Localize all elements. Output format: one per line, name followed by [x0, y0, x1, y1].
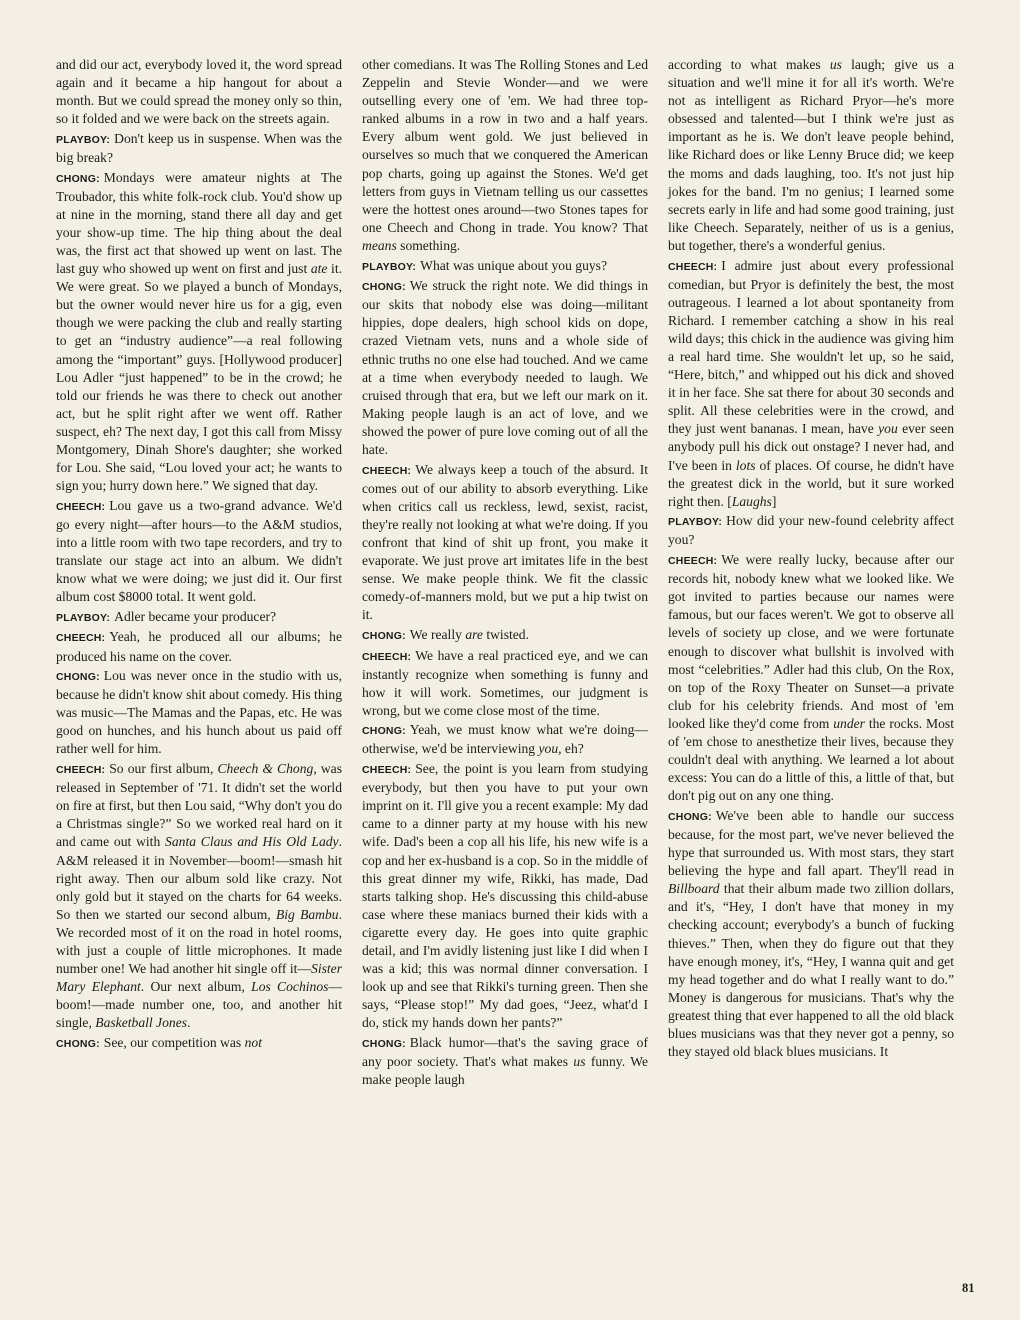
- paragraph: [362, 647, 648, 720]
- paragraph: [56, 130, 342, 167]
- speaker-label: CHEECH:: [362, 464, 412, 477]
- paragraph-text: Yeah, we must know what we're doing—otherwise, we'd be interviewing you, eh?: [362, 722, 648, 757]
- paragraph-text: Lou gave us a two-grand advance. We'd go every night—after hours—to the A&M studios, into a little room with two tape recorders, and try to translate our stage act into an album. We didn't know what we were doing; we just did it. Our first album cost $8000 total. It went gold.: [56, 497, 342, 605]
- paragraph-text: What was unique about you guys?: [420, 257, 607, 273]
- speaker-label: PLAYBOY:: [56, 133, 111, 146]
- paragraph: [668, 56, 954, 255]
- speaker-label: CHEECH:: [362, 650, 412, 663]
- paragraph-text: We really are twisted.: [409, 626, 530, 642]
- paragraph-text: We struck the right note. We did things in our skits that nobody else was doing—militant hippies, dope dealers, high school kids on dope, crazed Vietnam vets, nuns and a whole side of ethnic truths no one else had touched. And we came at a time when everybody needed to laugh. We cruised through that era, but we left our mark on it. Making people laugh is an act of love, and we showed the power of pure love coming out of all the hate.: [362, 278, 648, 457]
- paragraph: [362, 277, 648, 459]
- paragraph: [362, 257, 648, 276]
- paragraph: [362, 721, 648, 758]
- paragraph: [668, 512, 954, 549]
- paragraph-text: Mondays were amateur nights at The Troubador, this white folk-rock club. You'd show up at nine in the morning, stand there all day and get your show-up time. The hip thing about the deal was, the first act that showed up went on last. The last guy who showed up went on first and just ate it. We were great. So we played a bunch of Mondays, but the owner would never hire us for a gig, even though we were packing the club and really starting to get an “industry audience”—a real following among the “important” guys. [Hollywood producer] Lou Adler “just happened” to be in the crowd; he told our friends he was there to check out another act, but he split right after we went off. Rather suspect, eh? The next day, I got this call from Missy Montgomery, Dinah Shore's daughter; she worked for Lou. She said, “Lou loved your act; he wants to sign you; hurry down here.” We signed that day.: [56, 169, 342, 494]
- text-column-1: [56, 56, 342, 1296]
- speaker-label: PLAYBOY:: [668, 516, 723, 529]
- paragraph-text: Adler became your producer?: [114, 608, 277, 624]
- paragraph: [56, 169, 342, 496]
- speaker-label: CHONG:: [362, 629, 406, 642]
- paragraph-text: Don't keep us in suspense. When was the big break?: [56, 130, 342, 165]
- paragraph-text: and did our act, everybody loved it, the word spread again and it became a hip hangout for about a month. But we could spread the money only so thin, so it folded and we were back on the streets again.: [56, 57, 342, 127]
- paragraph-text: We've been able to handle our success because, for the most part, we've never believed the hype that surrounded us. With most stars, they start believing the hype and fall apart. They'll read in Billboard that their album made two zillion dollars, and it's, “Hey, I don't have that money in my checking account; everybody's a bunch of fucking thieves.” Then, when they do figure out that they have enough money, it's, “Hey, I wanna quit and get my head together and do what I really want to do.” Money is dangerous for musicians. That's why the greatest thing that ever happened to all the old black blues musicians was that they never got a penny, so they stayed old black blues musicians. It: [668, 807, 954, 1060]
- paragraph-text: See, the point is you learn from studying everybody, but then you have to put your own imprint on it. I'll give you a recent example: My dad came to a dinner party at my house with his new wife. Dad's been a cop all his life, his new wife is a cop and her ex-husband is a cop. So in the middle of this great dinner my wife, Rikki, has made, Dad starts talking shop. He's discussing this child-abuse case where these maniacs burned their kids with a cigarette every day. He goes into quite graphic detail, and I'm avidly listening just like I did when I was a kid; this was normal dinner conversation. I look up and see that Rikki's turning green. Then she says, “Please stop!” My dad goes, “Jeez, what'd I do, stick my hands down her pants?”: [362, 761, 648, 1031]
- paragraph-text: other comedians. It was The Rolling Stones and Led Zeppelin and Stevie Wonder—and we were outselling every one of 'em. We had three top-ranked albums in a row in two and a half years. Every album went gold. We just believed in ourselves so much that we conquered the American pop charts, going up against the Stones. We'd get letters from guys in Vietnam telling us our cassettes were the hottest ones around—two Stones tapes for one Cheech and Chong in trade. You know? That means something.: [362, 57, 648, 253]
- article-body: [56, 56, 956, 1296]
- paragraph: [362, 760, 648, 1032]
- speaker-label: PLAYBOY:: [362, 260, 417, 273]
- paragraph: [56, 667, 342, 758]
- speaker-label: CHONG:: [56, 671, 100, 684]
- paragraph-text: We were really lucky, because after our records hit, nobody knew what we looked like. We got invited to parties because our names were famous, but our faces weren't. We got to observe all levels of society up close, and we were fortunate enough to discover what bullshit is involved with most “celebrities.” Adler had this club, On the Rox, on top of the Roxy Theater on Sunset—a private club for his celebrity friends. And most of 'em looked like they'd come from under the rocks. Most of 'em chose to anesthetize their lives, because they couldn't deal with anything. We learned a lot about excess: You can do a little of this, a little of that, but don't pig out on any one thing.: [668, 552, 954, 804]
- speaker-label: CHONG:: [56, 172, 100, 185]
- paragraph-text: Lou was never once in the studio with us, because he didn't know shit about comedy. His thing was music—The Mamas and the Papas, etc. He was good on hunches, and his hunch about us paid off rather well for him.: [56, 668, 342, 757]
- paragraph: [668, 257, 954, 511]
- paragraph-text: See, our competition was not: [103, 1034, 262, 1050]
- paragraph-text: Black humor—that's the saving grace of any poor society. That's what makes us funny. We make people laugh: [362, 1034, 648, 1088]
- paragraph: [362, 461, 648, 625]
- paragraph: [362, 56, 648, 255]
- speaker-label: CHEECH:: [668, 555, 718, 568]
- paragraph: [362, 1034, 648, 1089]
- speaker-label: CHONG:: [668, 810, 712, 823]
- paragraph: [362, 626, 648, 645]
- paragraph: [668, 807, 954, 1061]
- paragraph: [56, 56, 342, 128]
- speaker-label: CHONG:: [362, 1037, 406, 1050]
- paragraph: [668, 551, 954, 805]
- paragraph-text: We always keep a touch of the absurd. It comes out of our ability to absorb everything. Like when critics call us reckless, lewd, sexist, racist, they're really not looking at what we're doing. If you confront that kind of shit up front, you make it evaporate. We just prove art imitates life in the best sense. We make people think. We fit the classic comedy-of-manners mold, but we put a hip twist on it.: [362, 461, 648, 623]
- paragraph: [56, 608, 342, 627]
- paragraph-text: How did your new-found celebrity affect you?: [668, 513, 954, 548]
- paragraph: [56, 628, 342, 665]
- speaker-label: CHEECH:: [362, 764, 412, 777]
- paragraph-text: I admire just about every professional comedian, but Pryor is definitely the best, the most outrageous. I learned a lot about spontaneity from Richard. I remember catching a show in his real wild days; this chick in the audience was giving him a real hard time. She wouldn't let up, so he said, “Here, bitch,” and whipped out his dick and shoved it in her face. She sat there for about 30 seconds and split. All these celebrities were in the crowd, and they just went bananas. I mean, have you ever seen anybody pull his dick out onstage? I never had, and I've been in lots of places. Of course, he didn't have the greatest dick in the world, but it sure worked right then. [Laughs]: [668, 257, 954, 509]
- paragraph-text: Yeah, he produced all our albums; he produced his name on the cover.: [56, 629, 342, 664]
- paragraph: [56, 760, 342, 1032]
- paragraph-text: So our first album, Cheech & Chong, was released in September of '71. It didn't set the world on fire at first, but then Lou said, “Why don't you do a Christmas single?” So we worked real hard on it and came out with Santa Claus and His Old Lady. A&M released it in November—boom!—smash hit right away. Then our album sold like crazy. Not only gold but it stayed on the charts for 64 weeks. So then we started our second album, Big Bambu. We recorded most of it on the road in hotel rooms, with just a couple of little microphones. It made number one! We had another hit single off it—Sister Mary Elephant. Our next album, Los Cochinos—boom!—made number one, too, and another hit single, Basketball Jones.: [56, 761, 342, 1031]
- speaker-label: CHONG:: [362, 725, 406, 738]
- paragraph-text: according to what makes us laugh; give us a situation and we'll mine it for all it's worth. We're not as intelligent as Richard Pryor—he's more obsessed and talented—but I think we're just as important as he is. We don't leave people behind, like Richard does or like Lenny Bruce did; we keep the moms and dads laughing, too. It's not just hip jokes for the band. I'm no genius; I learned some secrets early in life and had some good training, just like Cheech. Separately, neither of us is a genius, but together, there's a wonderful genius.: [668, 57, 954, 253]
- speaker-label: PLAYBOY:: [56, 611, 111, 624]
- paragraph: [56, 497, 342, 607]
- text-column-2: [362, 56, 648, 1296]
- text-column-3: [668, 56, 954, 1296]
- speaker-label: CHEECH:: [56, 500, 106, 513]
- speaker-label: CHEECH:: [668, 260, 718, 273]
- page-number: 81: [962, 1281, 975, 1295]
- speaker-label: CHEECH:: [56, 632, 106, 645]
- paragraph-text: We have a real practiced eye, and we can instantly recognize when something is funny and how it will work. Sometimes, our judgment is wrong, but we come close most of the time.: [362, 647, 648, 718]
- speaker-label: CHONG:: [362, 281, 406, 294]
- speaker-label: CHEECH:: [56, 764, 106, 777]
- speaker-label: CHONG:: [56, 1037, 100, 1050]
- paragraph: [56, 1034, 342, 1053]
